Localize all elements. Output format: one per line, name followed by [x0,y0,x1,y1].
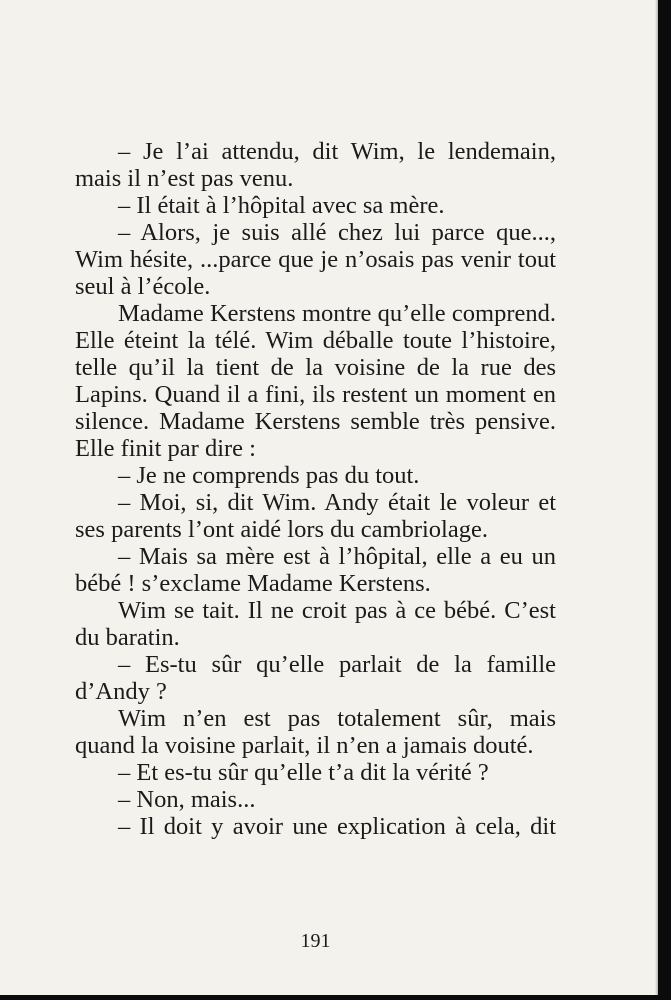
paragraph-7: – Mais sa mère est à l’hôpital, elle a eu un bébé ! s’exclame Madame Kerstens. [75,543,556,597]
paragraph-2: – Il était à l’hôpital avec sa mère. [118,192,445,219]
paragraph-13: – Il doit y avoir une explication à cela, dit [118,813,556,840]
paragraph-1: – Je l’ai attendu, dit Wim, le lendemain, mais il n’est pas venu. [75,138,556,192]
paragraph-8: Wim se tait. Il ne croit pas à ce bébé. C’est du baratin. [75,597,556,651]
paragraph-4: Madame Kerstens montre qu’elle comprend. Elle éteint la télé. Wim déballe toute l’histoire, telle qu’il la tient de la voisine de la rue des Lapins. Quand il a fini, ils restent un moment en silence. Madame Kerstens semble très pensive. Elle finit par dire : [75,300,556,462]
paragraph-6: – Moi, si, dit Wim. Andy était le voleur et ses parents l’ont aidé lors du cambriolage. [75,489,556,543]
paragraph-10: Wim n’en est pas totalement sûr, mais quand la voisine parlait, il n’en a jamais douté. [75,705,556,759]
page-number: 191 [300,930,331,952]
paragraph-12: – Non, mais... [118,786,256,813]
paragraph-9: – Es-tu sûr qu’elle parlait de la famille d’Andy ? [75,651,556,705]
paragraph-11: – Et es-tu sûr qu’elle t’a dit la vérité ? [118,759,489,786]
paragraph-3: – Alors, je suis allé chez lui parce que..., Wim hésite, ...parce que je n’osais pas venir tout seul à l’école. [75,219,556,300]
paragraph-5: – Je ne comprends pas du tout. [118,462,420,489]
body-text [75,138,556,840]
page-bottom-edge [0,995,671,1000]
page-edge-shadow [658,0,671,1000]
